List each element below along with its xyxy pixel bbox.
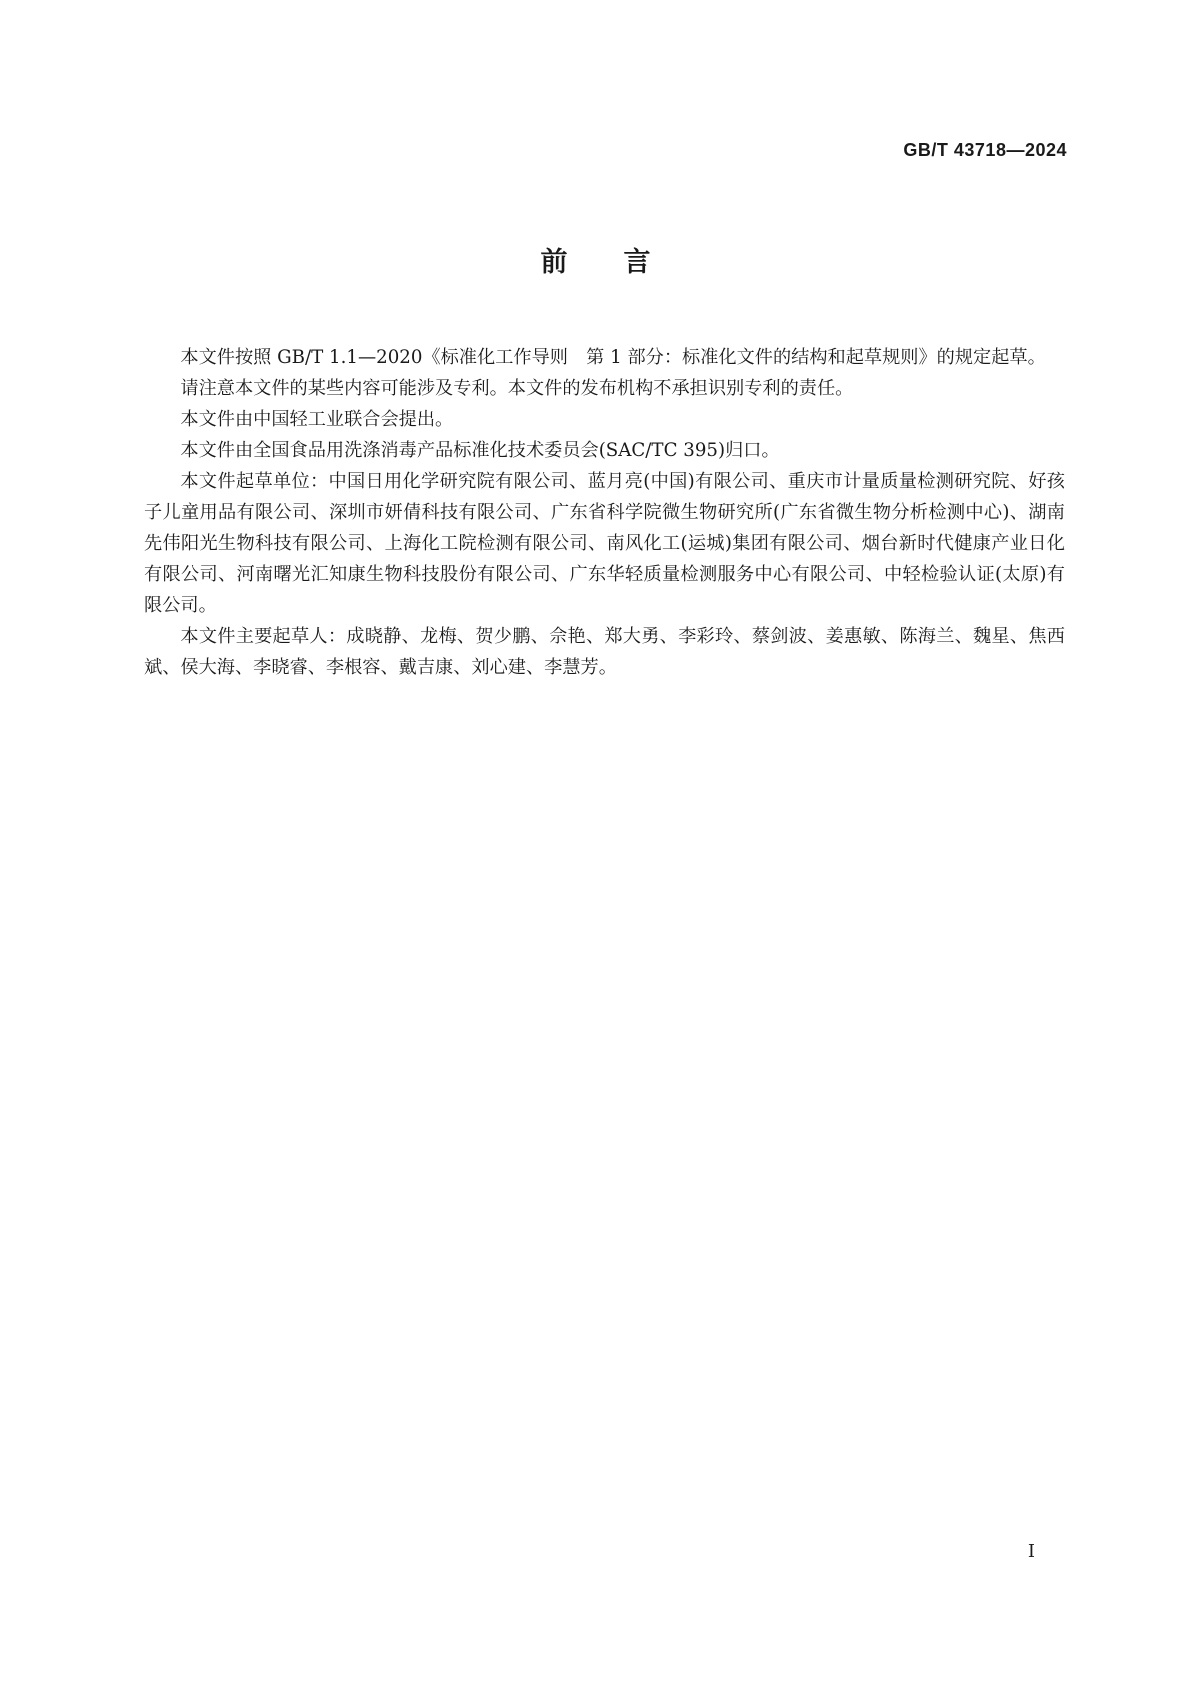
page-number: I xyxy=(1027,1541,1035,1562)
paragraph-drafting-organizations: 本文件起草单位：中国日用化学研究院有限公司、蓝月亮(中国)有限公司、重庆市计量质量检测研究院、好孩子儿童用品有限公司、深圳市妍倩科技有限公司、广东省科学院微生物研究所(广东省微生物分析检测中心)、湖南先伟阳光生物科技有限公司、上海化工院检测有限公司、南风化工(运城)集团有限公司、烟台新时代健康产业日化有限公司、河南曙光汇知康生物科技股份有限公司、广东华轻质量检测服务中心有限公司、中轻检验认证(太原)有限公司。 xyxy=(144,471,1065,616)
paragraph-drafting-rules: 本文件按照 GB/T 1.1—2020《标准化工作导则 第 1 部分：标准化文件的结构和起草规则》的规定起草。 xyxy=(180,347,1046,368)
page-title: 前言 xyxy=(540,247,707,278)
paragraph-patent-notice: 请注意本文件的某些内容可能涉及专利。本文件的发布机构不承担识别专利的责任。 xyxy=(180,378,854,399)
foreword-body xyxy=(144,342,1065,683)
standard-code: GB/T 43718—2024 xyxy=(903,140,1067,160)
paragraph-drafters: 本文件主要起草人：成晓静、龙梅、贺少鹏、佘艳、郑大勇、李彩玲、蔡剑波、姜惠敏、陈海兰、魏星、焦西斌、侯大海、李晓睿、李根容、戴吉康、刘心建、李慧芳。 xyxy=(144,626,1065,678)
paragraph-proposer: 本文件由中国轻工业联合会提出。 xyxy=(180,409,454,430)
paragraph-technical-committee: 本文件由全国食品用洗涤消毒产品标准化技术委员会(SAC/TC 395)归口。 xyxy=(180,440,780,461)
